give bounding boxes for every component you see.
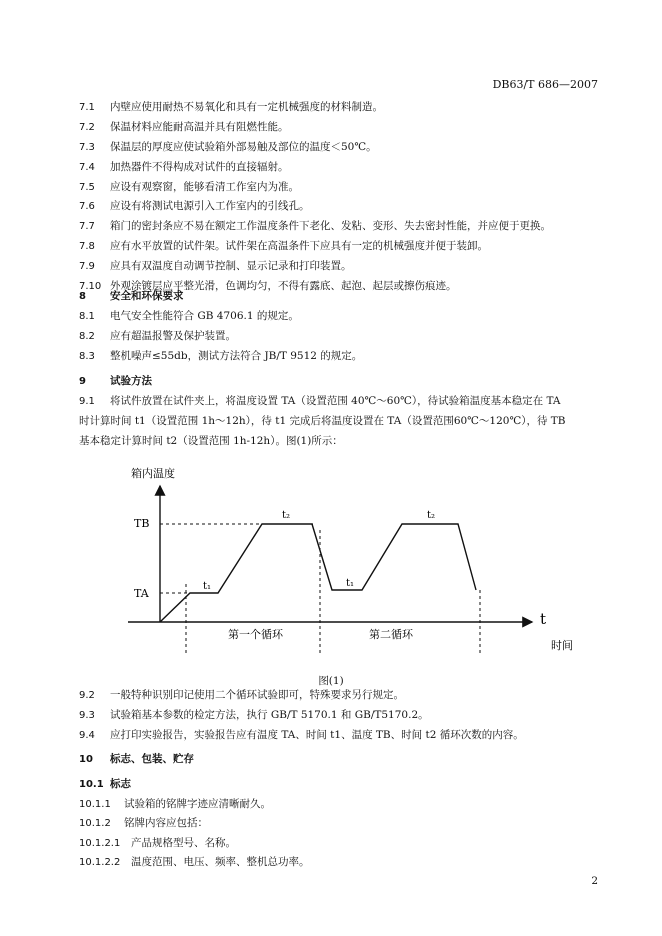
clause-7-8: 7.8 应有水平放置的试件架。试件架在高温条件下应具有一定的机械强度并便于装卸。 xyxy=(79,240,488,252)
cycle2-label: 第二循环 xyxy=(369,628,413,641)
clause-8-3: 8.3 整机噪声≤55db，测试方法符合 JB/T 9512 的规定。 xyxy=(79,350,363,362)
clause-9-2: 9.2 一般特种识别印记使用二个循环试验即可，特殊要求另行规定。 xyxy=(79,689,404,701)
tb-label: TB xyxy=(134,517,150,530)
ta-label: TA xyxy=(134,587,149,600)
t1-label-cycle1: t₁ xyxy=(203,581,212,592)
clause-10-1-1: 10.1.1 试验箱的铭牌字迹应清晰耐久。 xyxy=(79,798,271,810)
figure-caption: 图(1) xyxy=(318,675,344,687)
clause-7-1: 7.1 内壁应使用耐热不易氧化和具有一定机械强度的材料制造。 xyxy=(79,101,383,113)
clause-9-1-line1: 9.1 将试件放置在试件夹上，将温度设置 TA（设置范围 40℃～60℃），待试验箱温度基本稳定在 TA xyxy=(79,395,561,407)
clause-10-1-2: 10.1.2 铭牌内容应包括： xyxy=(79,817,208,829)
clause-7-7: 7.7 箱门的密封条应不易在额定工作温度条件下老化、发粘、变形、失去密封性能，并应便于更换。 xyxy=(79,220,551,232)
page-number: 2 xyxy=(591,875,598,887)
clause-9-3: 9.3 试验箱基本参数的检定方法，执行 GB/T 5170.1 和 GB/T5170.2。 xyxy=(79,709,429,721)
clause-7-6: 7.6 应设有将测试电源引入工作室内的引线孔。 xyxy=(79,200,310,212)
clause-7-5: 7.5 应设有观察窗，能够看清工作室内为准。 xyxy=(79,181,299,193)
t1-label-cycle2: t₁ xyxy=(346,578,355,589)
x-axis-label: 时间 xyxy=(551,639,573,652)
clause-7-10: 7.10 外观涂镀层应平整光滑，色调均匀，不得有露底、起泡、起层或擦伤痕迹。 xyxy=(79,280,457,292)
clause-8-2: 8.2 应有超温报警及保护装置。 xyxy=(79,330,236,342)
x-axis-symbol: t xyxy=(540,610,547,628)
t2-label-cycle1: t₂ xyxy=(282,510,291,521)
clause-7-2: 7.2 保温材料应能耐高温并具有阻燃性能。 xyxy=(79,121,289,133)
clause-10-1-2-1: 10.1.2.1 产品规格型号、名称。 xyxy=(79,837,236,849)
clause-9-1-line2: 时计算时间 t1（设置范围 1h～12h），待 t1 完成后将温度设置在 TA（设置范围60℃～120℃），待 TB xyxy=(79,415,566,427)
section-8-heading: 8 安全和环保要求 xyxy=(79,290,184,302)
y-axis-label: 箱内温度 xyxy=(131,467,175,480)
section-9-heading: 9 试验方法 xyxy=(79,375,152,387)
clause-7-9: 7.9 应具有双温度自动调节控制、显示记录和打印装置。 xyxy=(79,260,352,272)
clause-8-1: 8.1 电气安全性能符合 GB 4706.1 的规定。 xyxy=(79,310,299,322)
t2-label-cycle2: t₂ xyxy=(427,510,436,521)
section-10-heading: 10 标志、包装、贮存 xyxy=(79,753,194,765)
clause-10-1-2-2: 10.1.2.2 温度范围、电压、频率、整机总功率。 xyxy=(79,856,310,868)
clause-9-1-line3: 基本稳定计算时间 t2（设置范围 1h-12h）。图(1)所示： xyxy=(79,435,343,447)
clause-9-4: 9.4 应打印实验报告，实验报告应有温度 TA、时间 t1、温度 TB、时间 t2 循环次数的内容。 xyxy=(79,729,524,741)
cycle1-label: 第一个循环 xyxy=(228,628,283,641)
clause-7-4: 7.4 加热器件不得构成对试件的直接辐射。 xyxy=(79,161,289,173)
clause-7-3: 7.3 保温层的厚度应使试验箱外部易触及部位的温度＜50℃。 xyxy=(79,141,377,153)
document-header: DB63/T 686—2007 xyxy=(492,78,598,91)
clause-10-1: 10.1 标志 xyxy=(79,778,131,790)
temperature-curve xyxy=(160,524,476,622)
